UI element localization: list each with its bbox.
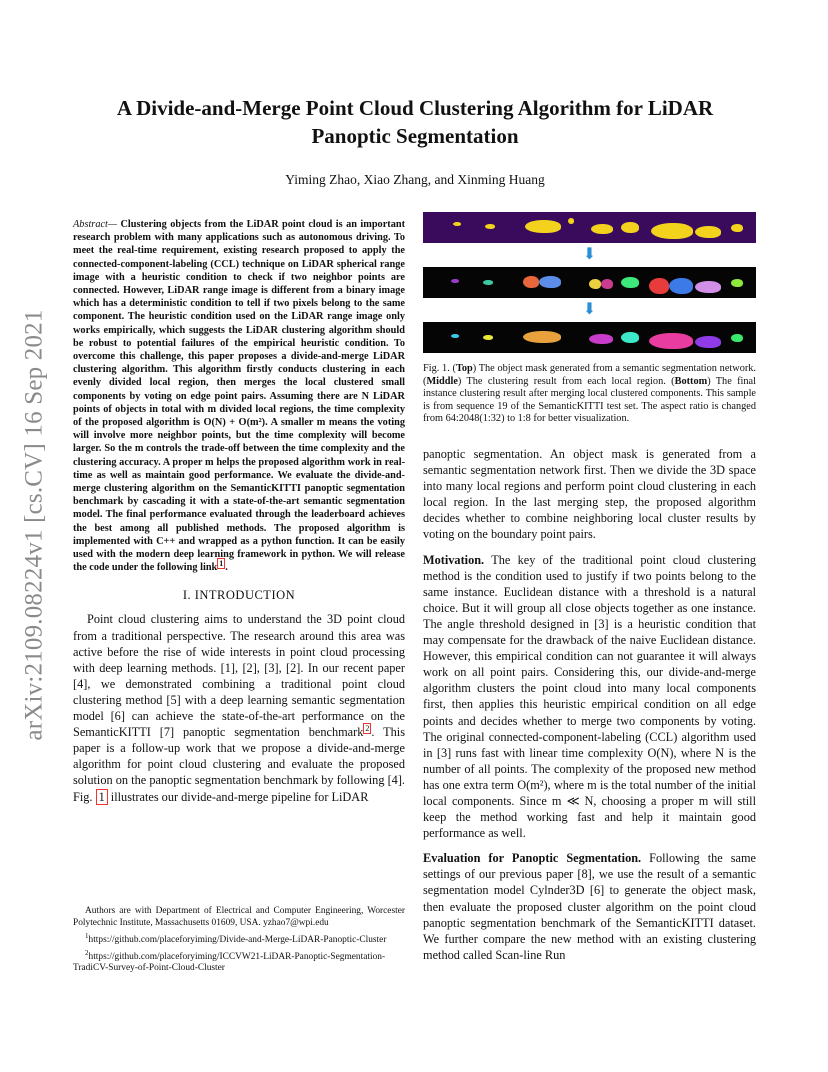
final-clustering-image <box>423 322 756 353</box>
arxiv-identifier <box>10 290 60 760</box>
intro-paragraph <box>73 611 405 804</box>
evaluation-heading: Evaluation for Panoptic Segmentation. <box>423 851 642 866</box>
figure-link-1[interactable]: 1 <box>96 789 108 805</box>
caption-bottom-label: Bottom <box>674 375 708 387</box>
intro-text-b: . This paper is a follow-up work that we propose a divide-and-merge algorithm for point cloud clustering and evaluate the proposed solution on the panoptic segmentation benchmark by following [4]. Fig. <box>73 725 405 804</box>
footnote-1 <box>73 931 405 947</box>
intro-text-c: illustrates our divide-and-merge pipeline for LiDAR <box>107 789 369 804</box>
evaluation-body: Following the same settings of our previous paper [8], we use the result of a semantic segmentation model Cylnder3D [6] to generate the object mask, then evaluate the proposed cluster algorithm on the point cloud panoptic segmentation benchmark of the SemanticKITTI dataset. We further compare the new method with an existing clustering method called Scan-line Run <box>423 851 756 962</box>
footnote-affiliation: Authors are with Department of Electrical and Computer Engineering, Worcester Polytechnic Institute, Massachusetts 01609, USA. yzhao7@wpi.edu <box>73 906 405 928</box>
paper-title <box>60 94 770 150</box>
left-column <box>73 218 405 805</box>
abstract-end: . <box>225 562 228 574</box>
footnote-2-mark: 2 <box>85 948 89 957</box>
title-line-2: Panoptic Segmentation <box>311 124 519 148</box>
footnote-2-url[interactable]: https://github.com/placeforyiming/ICCVW21-LiDAR-Panoptic-Segmentation-TradiCV-Survey-of-Point-Cloud-Cluster <box>73 951 386 974</box>
figure-1 <box>423 212 756 353</box>
abstract <box>73 218 405 574</box>
continued-paragraph: panoptic segmentation. An object mask is generated from a semantic segmentation network first. Then we divide the 3D space into many local regions and perform point cloud clustering in each local region. In the last merging step, the proposed algorithm decides whether to combine neighboring local cluster results by voting on the boundary point pairs. <box>423 447 756 542</box>
caption-text-a: ) The object mask generated from a semantic segmentation network. ( <box>423 363 756 387</box>
abstract-lead: Abstract— <box>73 219 118 230</box>
motivation-paragraph <box>423 552 756 842</box>
motivation-body: The key of the traditional point cloud clustering method is the condition used to justify if two points belong to the same instance. Euclidean distance with a threshold is a natural choice. But it will group all close objects together as one instance. The angle threshold designed in [3] is a heuristic condition that may compensate for the drawback of the naive Euclidean distance. However, this empirical condition can not guarantee it will always work on all point pairs. Considering this, our divide-and-merge algorithm clusters the point cloud into many local components first, then applies this heuristic empirical condition on all edge points and decides whether to merge two components by voting. The original connected-component-labeling (CCL) algorithm used in [3] runs fast with linear time complexity O(N), where N is the number of all points. The complexity of the proposed new method has one extra term O(m²), where m is the total number of the initial local components. Since m ≪ N, choosing a proper m will still keep the method working fast and help it maintain good performance as well. <box>423 552 756 841</box>
right-column <box>423 446 756 963</box>
footnotes <box>73 906 405 976</box>
caption-text-c: ) The final instance clustering result after merging local clustered components. This sample is from sequence 19 of the SemanticKITTI test set. The aspect ratio is changed from 64:2048(1:32) to 1:8 for better visualization. <box>423 375 756 425</box>
arrow-down-icon: ⬇ <box>582 246 597 263</box>
footnote-1-url[interactable]: https://github.com/placeforyiming/Divide-and-Merge-LiDAR-Panoptic-Cluster <box>88 934 387 945</box>
title-line-1: A Divide-and-Merge Point Cloud Clustering Algorithm for LiDAR <box>116 96 714 120</box>
motivation-heading: Motivation. <box>423 552 485 567</box>
footnote-link-1[interactable]: 1 <box>219 558 224 568</box>
caption-prefix: Fig. 1. ( <box>423 363 456 374</box>
evaluation-paragraph <box>423 850 756 963</box>
caption-middle-label: Middle <box>426 375 458 387</box>
caption-text-b: ) The clustering result from each local region. ( <box>457 375 675 387</box>
arxiv-identifier-text: arXiv:2109.08224v1 [cs.CV] 16 Sep 2021 <box>21 309 49 741</box>
object-mask-image <box>423 212 756 243</box>
arrow-down-icon: ⬇ <box>582 301 597 318</box>
author-list: Yiming Zhao, Xiao Zhang, and Xinming Huang <box>285 172 545 187</box>
local-clustering-image <box>423 267 756 298</box>
intro-text-a: Point cloud clustering aims to understand the 3D point cloud from a traditional perspective. The research around this area was active before the rise of wide interests in point cloud processing with deep learning methods. [1], [2], [3], [2]. In our recent paper [4], we demonstrated combining a traditional point cloud clustering method [5] with a deep learning semantic segmentation model [6] can achieve the state-of-the-art performance on the SemanticKITTI [7] panoptic segmentation benchmark <box>73 612 405 740</box>
figure-1-caption <box>423 363 756 426</box>
footnote-1-mark: 1 <box>85 931 89 940</box>
section-heading-introduction: I. INTRODUCTION <box>182 588 296 603</box>
caption-top-label: Top <box>455 363 473 374</box>
abstract-body: Clustering objects from the LiDAR point cloud is an important research problem with many applications such as autonomous driving. To meet the real-time requirement, existing research proposed to apply the connected-component-labeling (CCL) technique on LiDAR spherical range image with a heuristic condition to check if two neighbor points are connected. However, LiDAR range image is different from a binary image which has a deterministic condition to tell if two pixels belong to the same component. The heuristic condition used on the LiDAR range image only works empirically, which suggests the LiDAR clustering algorithm should be robust to potential failures of the empirical heuristic condition. To overcome this challenge, this paper proposes a divide-and-merge LiDAR clustering algorithm. This algorithm firstly conducts clustering in each evenly divided local region, then merges the local clustered small components by voting on edge point pairs. Assuming there are N LiDAR points of objects in total with m divided local regions, the time complexity of the proposed algorithm is O(N) + O(m²). A smaller m means the voting will involve more neighbor points, but the time complexity will become larger. So the m controls the trade-off between the time complexity and the clustering accuracy. A proper m helps the proposed algorithm work in real-time as well as maintain good performance. We evaluate the divide-and-merge clustering algorithm on the SemanticKITTI panoptic segmentation benchmark by cascading it with a state-of-the-art semantic segmentation model. The final performance evaluated through the leaderboard achieves the best among all published methods. The proposed algorithm is implemented with C++ and wrapped as a python function. It can be easily used with the modern deep learning framework in python. We will release the code under the following link <box>73 219 405 574</box>
footnote-link-2[interactable]: 2 <box>365 724 370 734</box>
footnote-2 <box>73 948 405 976</box>
